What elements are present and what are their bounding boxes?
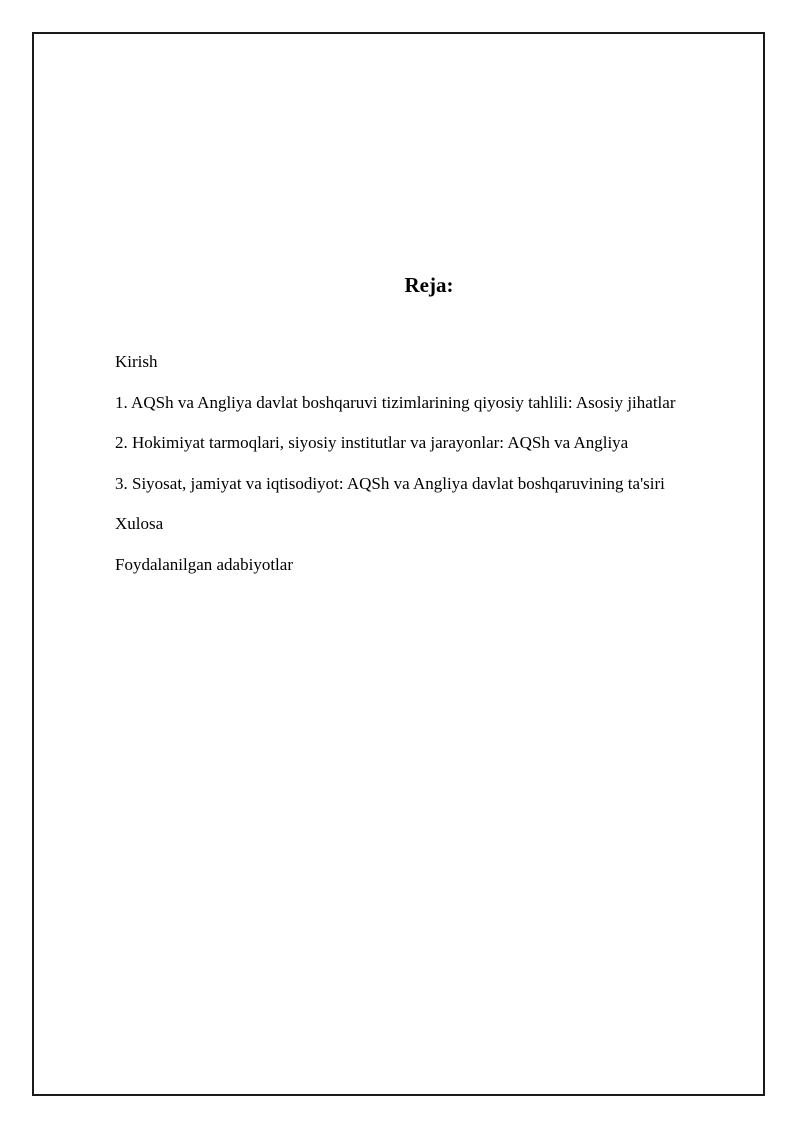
toc-item-conclusion: Xulosa — [115, 514, 164, 534]
table-of-contents — [115, 350, 675, 594]
toc-item-chapter-3: 3. Siyosat, jamiyat va iqtisodiyot: AQSh va Angliya davlat boshqaruvining ta'siri — [115, 473, 665, 493]
page-title: Reja: — [404, 273, 454, 297]
toc-item-introduction: Kirish — [115, 352, 158, 371]
toc-item-chapter-1: 1. AQSh va Angliya davlat boshqaruvi tizimlarining qiyosiy tahlili: Asosiy jihatlar — [115, 392, 676, 412]
toc-item-references: Foydalanilgan adabiyotlar — [115, 554, 293, 574]
toc-item-chapter-2: 2. Hokimiyat tarmoqlari, siyosiy institutlar va jarayonlar: AQSh va Angliya — [115, 433, 629, 453]
